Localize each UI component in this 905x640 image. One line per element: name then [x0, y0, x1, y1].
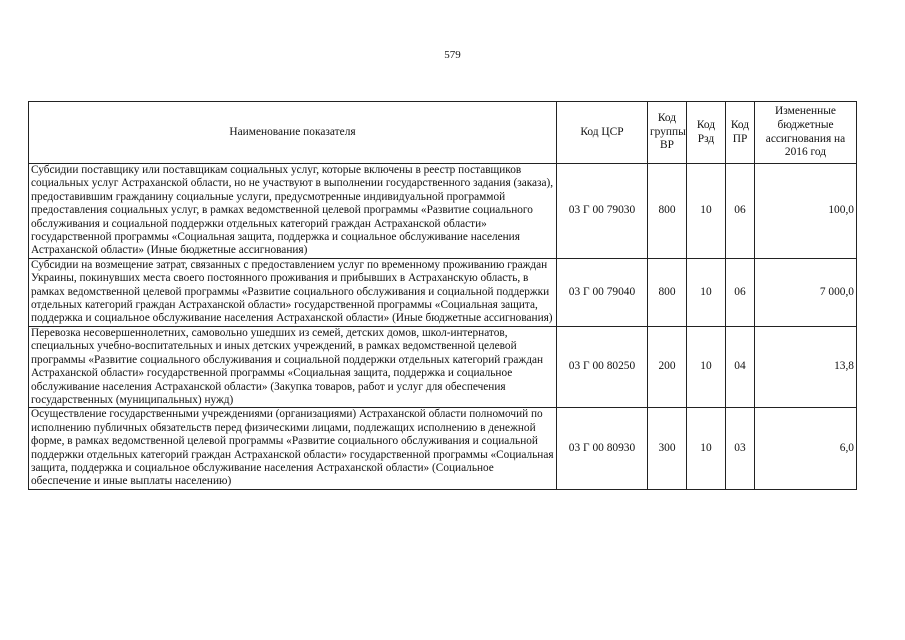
- row-rzd-code: 10: [687, 258, 726, 326]
- row-name: Осуществление государственными учреждениями (организациями) Астраханской области полномочий по исполнению публичных обязательств перед физическими лицами, подлежащих исполнению в денежной форме, в рамках ведомственной целевой программы «Развитие социального обслуживания и социальной поддержки отдельных категорий граждан Астраханской области» государственной программы «Социальная защита, поддержка и социальное обслуживание населения Астраханской области» (Социальное обеспечение и иные выплаты населению): [29, 408, 557, 489]
- row-name: Субсидии поставщику или поставщикам социальных услуг, которые включены в реестр поставщиков социальных услуг Астраханской области, но не участвуют в выполнении государственного задания (заказа), предоставившим гражданину социальные услуги, предусмотренные индивидуальной программой предоставления социальных услуг, в рамках ведомственной целевой программы «Развитие социального обслуживания и социальной поддержки отдельных категорий граждан Астраханской области» государственной программы «Социальная защита, поддержка и социальное обслуживание населения Астраханской области» (Иные бюджетные ассигнования): [29, 164, 557, 259]
- row-csr-code: 03 Г 00 80930: [557, 408, 648, 489]
- row-rzd-code: 10: [687, 408, 726, 489]
- row-vr-code: 200: [648, 326, 687, 407]
- row-rzd-code: 10: [687, 164, 726, 259]
- row-csr-code: 03 Г 00 80250: [557, 326, 648, 407]
- row-amount: 7 000,0: [755, 258, 857, 326]
- row-pr-code: 06: [726, 164, 755, 259]
- header-rzd: Код Рзд: [687, 102, 726, 164]
- row-csr-code: 03 Г 00 79030: [557, 164, 648, 259]
- row-vr-code: 300: [648, 408, 687, 489]
- row-amount: 13,8: [755, 326, 857, 407]
- header-pr: Код ПР: [726, 102, 755, 164]
- row-pr-code: 03: [726, 408, 755, 489]
- row-vr-code: 800: [648, 164, 687, 259]
- row-csr-code: 03 Г 00 79040: [557, 258, 648, 326]
- header-vr: Код группы ВР: [648, 102, 687, 164]
- table-header-row: [29, 102, 857, 164]
- table-row: [29, 258, 857, 326]
- header-amount: Измененные бюджетные ассигнования на 2016 год: [755, 102, 857, 164]
- header-name: Наименование показателя: [29, 102, 557, 164]
- page-number: 579: [444, 49, 461, 61]
- row-vr-code: 800: [648, 258, 687, 326]
- row-name: Перевозка несовершеннолетних, самовольно ушедших из семей, детских домов, школ-интернатов, специальных учебно-воспитательных и иных детских учреждений, в рамках ведомственной целевой программы «Развитие социального обслуживания и социальной поддержки отдельных категорий граждан Астраханской области» государственной программы «Социальная защита, поддержка и социальное обслуживание населения Астраханской области» (Закупка товаров, работ и услуг для обеспечения государственных (муниципальных) нужд): [29, 326, 557, 407]
- table-row: [29, 326, 857, 407]
- row-amount: 6,0: [755, 408, 857, 489]
- row-name: Субсидии на возмещение затрат, связанных с предоставлением услуг по временному проживанию граждан Украины, покинувших места своего постоянного проживания и прибывших в Астраханскую область, в рамках ведомственной целевой программы «Развитие социального обслуживания и социальной поддержки отдельных категорий граждан Астраханской области» государственной программы «Социальная защита, поддержка и социальное обслуживание населения Астраханской области» (Иные бюджетные ассигнования): [29, 258, 557, 326]
- budget-table: [28, 101, 857, 490]
- table-row: [29, 408, 857, 489]
- table-row: [29, 164, 857, 259]
- row-pr-code: 04: [726, 326, 755, 407]
- row-rzd-code: 10: [687, 326, 726, 407]
- row-amount: 100,0: [755, 164, 857, 259]
- row-pr-code: 06: [726, 258, 755, 326]
- header-csr: Код ЦСР: [557, 102, 648, 164]
